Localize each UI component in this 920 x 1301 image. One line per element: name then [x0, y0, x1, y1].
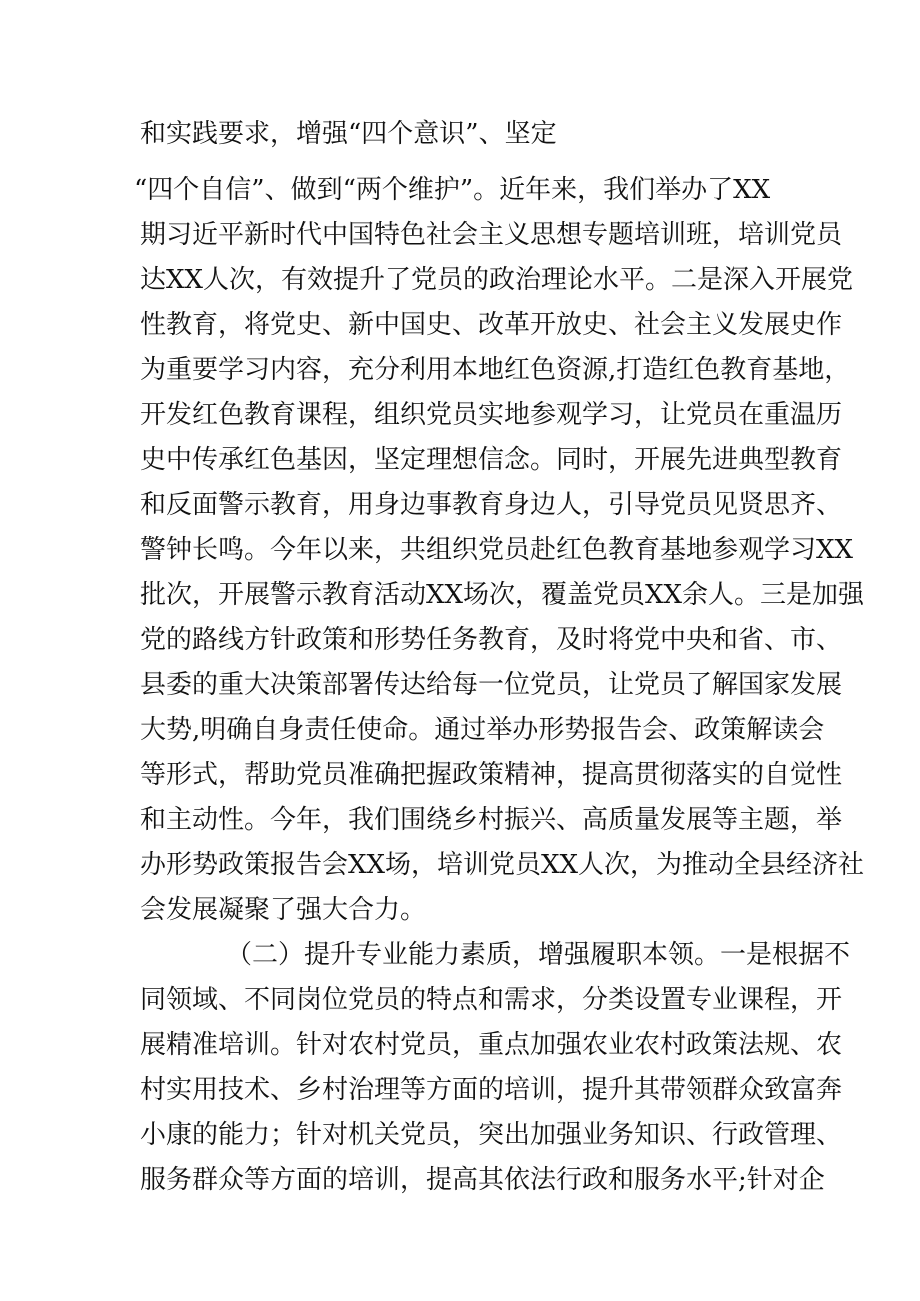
text-line: 服务群众等方面的培训，提高其依法行政和服务水平;针对企 — [140, 1165, 825, 1195]
text-line: 大势,明确自身责任使命。通过举办形势报告会、政策解读会 — [140, 715, 825, 745]
text-line: 展精准培训。针对农村党员，重点加强农业农村政策法规、农 — [140, 1030, 843, 1060]
text-line: 为重要学习内容，充分利用本地红色资源,打造红色教育基地， — [140, 355, 851, 385]
section-heading-line: （二）提升专业能力素质，增强履职本领。一是根据不 — [226, 940, 851, 970]
text-line: 警钟长鸣。今年以来，共组织党员赴红色教育基地参观学习XX — [140, 535, 854, 565]
text-line: 同领域、不同岗位党员的特点和需求，分类设置专业课程，开 — [140, 985, 843, 1015]
text-line: 期习近平新时代中国特色社会主义思想专题培训班，培训党员 — [140, 220, 843, 250]
text-line: 和反面警示教育，用身边事教育身边人，引导党员见贤思齐、 — [140, 490, 843, 520]
text-line: 会发展凝聚了强大合力。 — [140, 895, 427, 925]
text-line: 村实用技术、乡村治理等方面的培训，提升其带领群众致富奔 — [140, 1075, 843, 1105]
text-line: 小康的能力；针对机关党员，突出加强业务知识、行政管理、 — [140, 1120, 843, 1150]
text-line: 党的路线方针政策和形势任务教育，及时将党中央和省、市、 — [140, 625, 843, 655]
text-line: 开发红色教育课程，组织党员实地参观学习，让党员在重温历 — [140, 400, 843, 430]
text-line: 等形式，帮助党员准确把握政策精神，提高贯彻落实的自觉性 — [140, 760, 843, 790]
text-line: 和实践要求，增强“四个意识”、坚定 — [140, 119, 557, 149]
text-line: 史中传承红色基因，坚定理想信念。同时，开展先进典型教育 — [140, 445, 843, 475]
text-line: 批次，开展警示教育活动XX场次，覆盖党员XX余人。三是加强 — [140, 580, 865, 610]
text-line: 和主动性。今年，我们围绕乡村振兴、高质量发展等主题，举 — [140, 805, 843, 835]
text-line: 达XX人次，有效提升了党员的政治理论水平。二是深入开展党 — [140, 265, 854, 295]
text-line: “四个自信”、做到“两个维护”。近年来，我们举办了XX — [134, 175, 771, 205]
text-line: 县委的重大决策部署传达给每一位党员，让党员了解国家发展 — [140, 670, 843, 700]
text-line: 办形势政策报告会XX场，培训党员XX人次，为推动全县经济社 — [140, 850, 865, 880]
text-line: 性教育，将党史、新中国史、改革开放史、社会主义发展史作 — [140, 310, 843, 340]
